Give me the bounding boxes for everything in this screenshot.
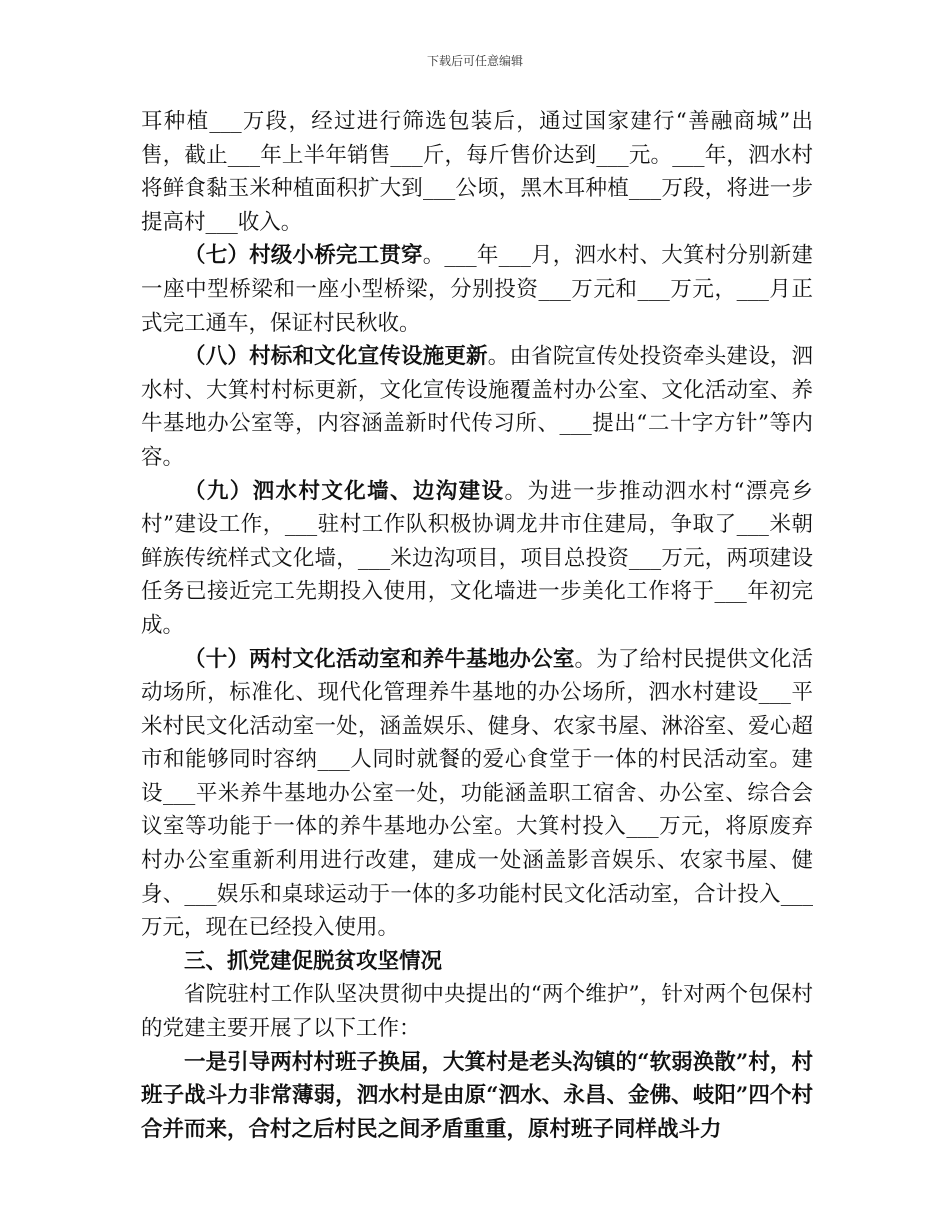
section-title-7: （七）村级小桥完工贯穿 bbox=[184, 243, 423, 269]
paragraph-8-village-signs bbox=[141, 340, 813, 474]
section-body-8: 。由省院宣传处投资牵头建设，泗水村、大箕村村标更新，文化宣传设施覆盖村办公室、文化活动室、养牛基地办公室等，内容涵盖新时代传习所、___提出“二十字方针”等内容。 bbox=[141, 344, 813, 470]
page-header: 下载后可任意编辑 bbox=[426, 54, 523, 68]
paragraph-9-culture-wall bbox=[141, 475, 813, 643]
section-heading-3: 三、抓党建促脱贫攻坚情况 bbox=[184, 948, 443, 974]
section-title-9: （九）泗水村文化墙、边沟建设 bbox=[184, 478, 505, 504]
section-body-7: 。___年___月，泗水村、大箕村分别新建一座中型桥梁和一座小型桥梁，分别投资___万元和___万元，___月正式完工通车，保证村民秋收。 bbox=[141, 243, 813, 336]
paragraph-party-building-intro: 省院驻村工作队坚决贯彻中央提出的“两个维护”，针对两个包保村的党建主要开展了以下工作： bbox=[141, 982, 813, 1042]
paragraph-1: 耳种植___万段，经过进行筛选包装后，通过国家建行“善融商城”出售，截止___年上半年销售___斤，每斤售价达到___元。___年，泗水村将鲜食黏玉米种植面积扩大到___公顷，黑木耳种植___万段，将进一步提高村___收入。 bbox=[141, 109, 813, 235]
section-body-10: 。为了给村民提供文化活动场所，标准化、现代化管理养牛基地的办公场所，泗水村建设___平米村民文化活动室一处，涵盖娱乐、健身、农家书屋、淋浴室、爱心超市和能够同时容纳___人同时就餐的爱心食堂于一体的村民活动室。建设___平米养牛基地办公室一处，功能涵盖职工宿舍、办公室、综合会议室等功能于一体的养牛基地办公室。大箕村投入___万元，将原废弃村办公室重新利用进行改建，建成一处涵盖影音娱乐、农家书屋、健身、___娱乐和桌球运动于一体的多功能村民文化活动室，合计投入___万元，现在已经投入使用。 bbox=[141, 646, 813, 941]
section-body-9: 。为进一步推动泗水村“漂亮乡村”建设工作，___驻村工作队积极协调龙井市住建局，争取了___米朝鲜族传统样式文化墙，___米边沟项目，项目总投资___万元，两项建设任务已接近完工先期投入使用，文化墙进一步美化工作将于___年初完成。 bbox=[141, 478, 813, 638]
paragraph-10-activity-rooms bbox=[141, 643, 813, 945]
document-body bbox=[141, 105, 813, 1146]
paragraph-7-bridge bbox=[141, 239, 813, 340]
paragraph-party-building-first: 一是引导两村村班子换届，大箕村是老头沟镇的“软弱涣散”村，村班子战斗力非常薄弱，泗水村是由原“泗水、永昌、金佛、岐阳”四个村合并而来，合村之后村民之间矛盾重重，原村班子同样战斗力 bbox=[141, 1049, 813, 1142]
section-title-8: （八）村标和文化宣传设施更新 bbox=[184, 344, 488, 370]
section-title-10: （十）两村文化活动室和养牛基地办公室 bbox=[184, 646, 575, 672]
